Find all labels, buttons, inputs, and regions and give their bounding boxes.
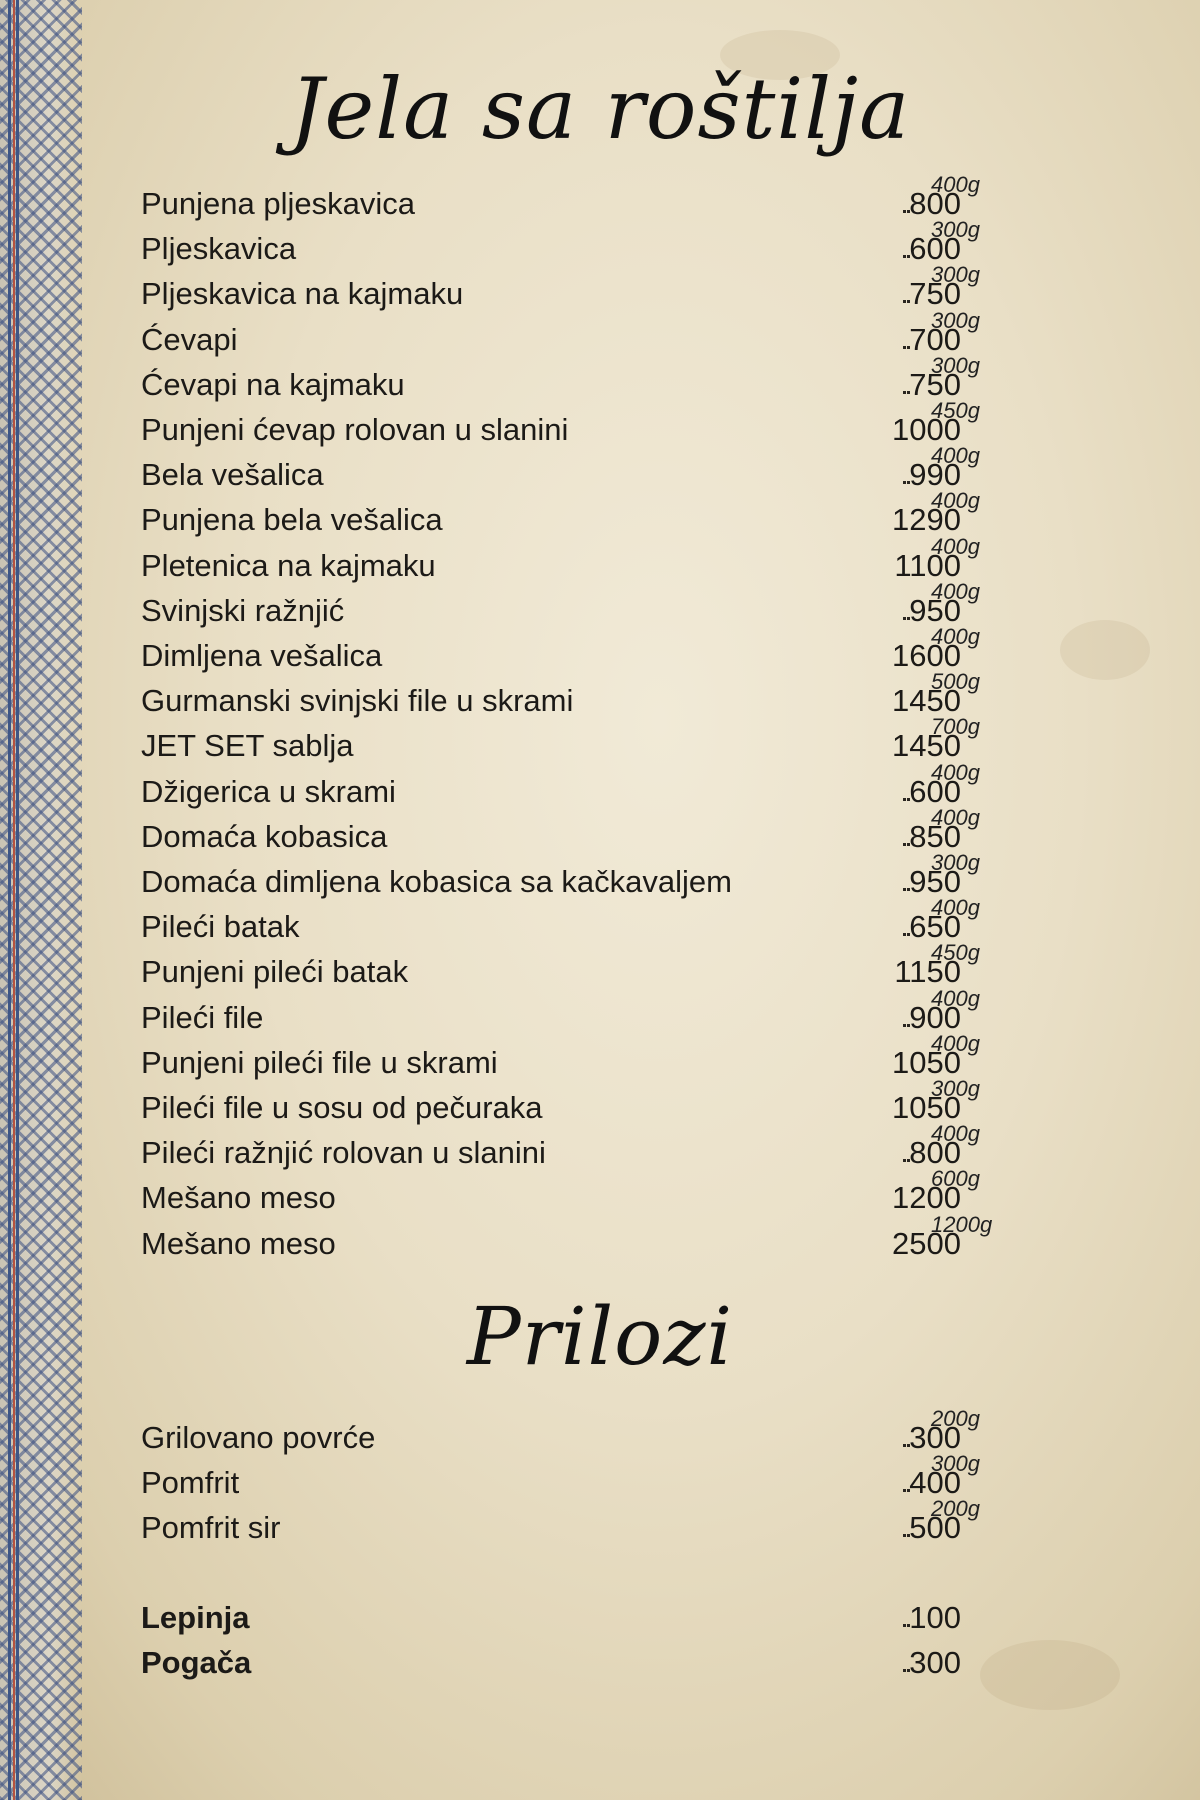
dot-leader xyxy=(903,843,907,846)
menu-item-row xyxy=(141,1594,961,1638)
menu-item-price: 1200 xyxy=(892,1180,961,1216)
menu-item-weight: 400g xyxy=(931,1121,980,1147)
menu-item-price: 990 xyxy=(909,457,961,493)
menu-item-price: 950 xyxy=(909,592,961,628)
dot-leader xyxy=(903,1669,907,1672)
menu-item-row xyxy=(141,488,980,540)
menu-item-name: Pljeskavica na kajmaku xyxy=(141,276,464,312)
menu-item-name: Dimljena vešalica xyxy=(141,638,383,673)
sides-section-title: Prilozi xyxy=(466,1290,734,1383)
menu-item-weight: 400g xyxy=(931,624,980,649)
menu-item-weight: 450g xyxy=(931,940,980,966)
menu-item-price: 850 xyxy=(909,818,961,854)
menu-item-name: Domaća dimljena kobasica sa kačkavaljem xyxy=(141,864,732,899)
menu-item-name: JET SET sablja xyxy=(141,728,354,764)
menu-item-row xyxy=(141,714,980,766)
menu-item-row xyxy=(141,352,980,405)
menu-item-weight: 300g xyxy=(931,850,980,875)
menu-item-price: 800 xyxy=(909,186,961,221)
menu-item-price: 1050 xyxy=(892,1090,961,1125)
menu-item-row xyxy=(141,307,980,360)
menu-item-weight: 400g xyxy=(931,443,980,469)
dot-leader xyxy=(903,210,907,213)
menu-item-row xyxy=(141,669,980,721)
menu-item-weight: 450g xyxy=(931,398,980,423)
menu-item-name: Punjeni ćevap rolovan u slanini xyxy=(141,412,569,447)
menu-item-row xyxy=(141,1030,980,1083)
menu-item-weight: 400g xyxy=(931,488,980,514)
menu-item-name: Lepinja xyxy=(141,1600,250,1635)
menu-item-row xyxy=(141,578,980,631)
menu-item-weight: 300g xyxy=(931,262,980,288)
dot-leader xyxy=(903,888,907,891)
menu-item-row xyxy=(141,217,980,269)
menu-item-name: Svinjski ražnjić xyxy=(141,592,345,628)
menu-item-name: Pileći file xyxy=(141,999,264,1035)
menu-item-row xyxy=(141,398,980,450)
menu-item-row xyxy=(141,533,980,586)
menu-item-price: 650 xyxy=(909,909,961,945)
menu-item-weight: 400g xyxy=(931,759,980,785)
menu-item-name: Domaća kobasica xyxy=(141,818,388,854)
menu-item-name: Punjena bela vešalica xyxy=(141,502,443,538)
menu-item-price: 800 xyxy=(909,1135,961,1171)
menu-item-weight: 300g xyxy=(931,352,980,378)
menu-item-weight: 200g xyxy=(931,1406,980,1431)
menu-item-weight: 300g xyxy=(931,1451,980,1477)
dot-leader xyxy=(903,798,907,801)
menu-item-row xyxy=(141,624,980,676)
menu-item-row xyxy=(141,985,980,1038)
menu-item-name: Ćevapi xyxy=(141,321,238,357)
menu-item-weight: 300g xyxy=(931,307,980,333)
menu-item-price: 500 xyxy=(909,1510,961,1546)
menu-item-price: 300 xyxy=(909,1645,961,1681)
menu-item-name: Punjena pljeskavica xyxy=(141,186,416,221)
border-line xyxy=(13,0,15,1800)
dot-leader xyxy=(903,1489,907,1492)
menu-item-weight: 400g xyxy=(931,172,980,197)
menu-item-weight: 300g xyxy=(931,217,980,243)
dot-leader xyxy=(903,346,907,349)
menu-item-name: Pletenica na kajmaku xyxy=(141,547,436,583)
menu-item-name: Grilovano povrće xyxy=(141,1420,376,1455)
menu-item-row xyxy=(141,1406,980,1458)
menu-item-row xyxy=(141,940,980,992)
dot-leader xyxy=(903,1159,907,1162)
paper-stain xyxy=(1060,620,1150,680)
dot-leader xyxy=(903,1444,907,1447)
menu-item-weight: 300g xyxy=(931,1076,980,1101)
menu-item-weight: 400g xyxy=(931,895,980,921)
menu-item-name: Punjeni pileći file u skrami xyxy=(141,1044,498,1080)
dot-leader xyxy=(903,617,907,620)
menu-item-row xyxy=(141,262,980,314)
dot-leader xyxy=(903,481,907,484)
menu-item-price: 400 xyxy=(909,1465,961,1501)
menu-item-price: 1150 xyxy=(894,954,961,990)
menu-item-price: 750 xyxy=(909,276,961,312)
menu-item-weight: 200g xyxy=(931,1496,980,1522)
menu-item-price: 2500 xyxy=(892,1225,961,1261)
menu-item-name: Mešano meso xyxy=(141,1225,336,1261)
menu-item-price: 300 xyxy=(909,1420,961,1455)
menu-item-price: 900 xyxy=(909,999,961,1035)
menu-item-name: Pileći ražnjić rolovan u slanini xyxy=(141,1135,546,1171)
menu-item-price: 1290 xyxy=(892,502,961,538)
menu-item-price: 1100 xyxy=(894,547,961,583)
menu-item-name: Pomfrit xyxy=(141,1465,240,1501)
menu-item-name: Gurmanski svinjski file u skrami xyxy=(141,683,574,719)
menu-item-price: 950 xyxy=(909,864,961,899)
menu-item-weight: 500g xyxy=(931,669,980,695)
menu-item-row xyxy=(141,850,980,902)
dot-leader xyxy=(903,391,907,394)
menu-item-price: 750 xyxy=(909,366,961,402)
menu-item-price: 1000 xyxy=(892,412,961,447)
menu-item-price: 100 xyxy=(909,1600,961,1635)
menu-item-row xyxy=(141,1076,980,1128)
menu-item-name: Punjeni pileći batak xyxy=(141,954,409,990)
menu-item-row xyxy=(141,1211,993,1264)
menu-item-price: 1600 xyxy=(892,638,961,673)
menu-item-weight: 400g xyxy=(931,1030,980,1056)
menu-item-row xyxy=(141,1451,980,1503)
menu-item-name: Ćevapi na kajmaku xyxy=(141,366,405,402)
menu-item-row xyxy=(141,804,980,857)
menu-item-weight: 400g xyxy=(931,533,980,559)
menu-item-name: Džigerica u skrami xyxy=(141,773,396,809)
menu-item-row xyxy=(141,895,980,947)
menu-item-price: 600 xyxy=(909,773,961,809)
menu-item-name: Pileći batak xyxy=(141,909,300,945)
dot-leader xyxy=(903,1024,907,1027)
menu-item-row xyxy=(141,759,980,812)
dot-leader xyxy=(903,300,907,303)
grill-section-title: Jela sa roštilja xyxy=(289,60,911,158)
menu-item-row xyxy=(141,1496,980,1548)
menu-item-row xyxy=(141,1166,980,1218)
dot-leader xyxy=(903,933,907,936)
menu-item-name: Pogača xyxy=(141,1645,252,1681)
border-line xyxy=(16,0,19,1800)
menu-item-name: Bela vešalica xyxy=(141,457,324,493)
menu-item-weight: 600g xyxy=(931,1166,980,1192)
border-line xyxy=(8,0,11,1800)
menu-item-weight: 400g xyxy=(931,578,980,604)
menu-item-price: 1050 xyxy=(892,1044,961,1080)
menu-item-price: 700 xyxy=(909,321,961,357)
menu-item-row xyxy=(141,443,980,495)
menu-item-name: Pileći file u sosu od pečuraka xyxy=(141,1090,543,1125)
paper-stain xyxy=(980,1640,1120,1710)
dot-leader xyxy=(903,255,907,258)
menu-item-name: Pomfrit sir xyxy=(141,1510,281,1546)
menu-item-weight: 400g xyxy=(931,804,980,830)
menu-item-price: 1450 xyxy=(892,683,961,719)
menu-item-price: 1450 xyxy=(892,728,961,764)
dot-leader xyxy=(903,1624,907,1627)
menu-item-name: Mešano meso xyxy=(141,1180,336,1216)
dot-leader xyxy=(903,1534,907,1537)
menu-item-weight: 700g xyxy=(931,714,980,740)
menu-item-row xyxy=(141,1639,961,1683)
menu-item-name: Pljeskavica xyxy=(141,231,297,267)
menu-item-price: 600 xyxy=(909,231,961,267)
menu-item-row xyxy=(141,1121,980,1173)
menu-item-weight: 1200g xyxy=(931,1211,993,1237)
menu-item-weight: 400g xyxy=(931,985,980,1011)
menu-item-row xyxy=(141,172,980,224)
